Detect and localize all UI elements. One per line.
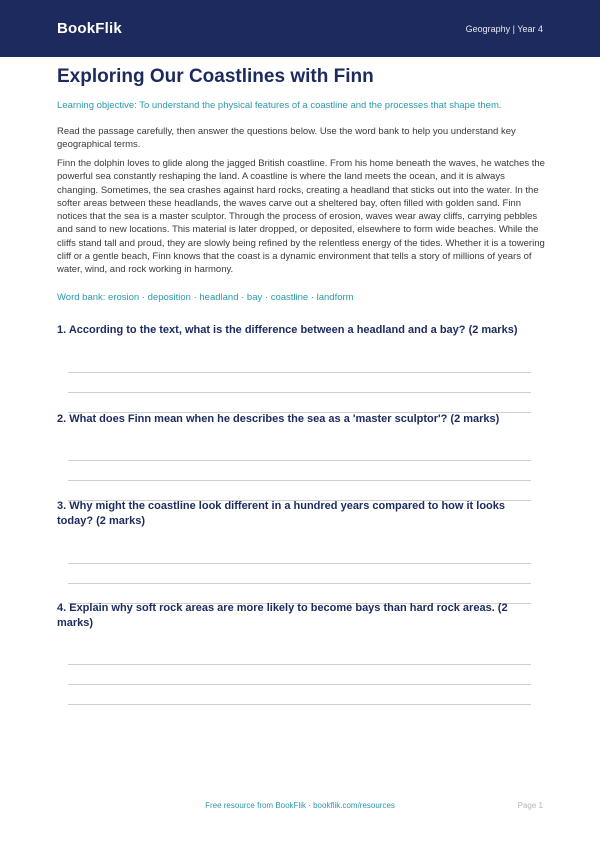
answer-line[interactable]: [68, 460, 531, 461]
page-title: Exploring Our Coastlines with Finn: [57, 66, 374, 87]
answer-line[interactable]: [68, 480, 531, 481]
answer-line[interactable]: [68, 704, 531, 705]
question-3: 3. Why might the coastline look different in a hundred years compared to how it looks today? (2 marks): [57, 500, 506, 527]
subject-year-label: Geography | Year 4: [465, 23, 543, 34]
word-bank: Word bank: erosion · deposition · headland · bay · coastline · landform: [57, 292, 354, 303]
question-1: 1. According to the text, what is the difference between a headland and a bay? (2 marks): [57, 324, 518, 336]
answer-line[interactable]: [68, 664, 531, 665]
page-number: Page 1: [517, 801, 543, 810]
answer-line[interactable]: [68, 372, 531, 373]
instructions: Read the passage carefully, then answer the questions below. Use the word bank to help you understand key geographical terms.: [57, 126, 516, 150]
answer-line[interactable]: [68, 563, 531, 564]
learning-objective: Learning objective: To understand the physical features of a coastline and the processes that shape them.: [57, 100, 502, 111]
footer-credit[interactable]: Free resource from BookFlik · bookflik.com/resources: [205, 801, 395, 810]
page-header: [0, 0, 600, 57]
answer-line[interactable]: [68, 583, 531, 584]
question-2: 2. What does Finn mean when he describes the sea as a 'master sculptor'? (2 marks): [57, 413, 500, 425]
answer-line[interactable]: [68, 392, 531, 393]
brand-logo: BookFlik: [57, 20, 122, 37]
answer-line[interactable]: [68, 684, 531, 685]
question-4: 4. Explain why soft rock areas are more likely to become bays than hard rock areas. (2 marks): [57, 602, 508, 629]
reading-passage: Finn the dolphin loves to glide along the jagged British coastline. From his home beneath the waves, he watches the powerful sea constantly reshaping the land. A coastline is where the land meets the ocean, and it is always changing. Sometimes, the sea crashes against hard rocks, creating a headland that sticks out into the water. In the softer areas between these headlands, the waves carve out a sheltered bay, often filled with golden sand. Finn notices that the sea is a master sculptor. Through the process of erosion, waves wear away cliffs, carrying pebbles and sand to new locations. This material is later dropped, or deposited, elsewhere to form wide beaches. While the cliffs stand tall and proud, they are slowly being refined by the relentless energy of the tides. Whether it is a towering cliff or a gentle beach, Finn knows that the coast is a dynamic environment that tells a story of millions of years of water, wind, and rock working in harmony.: [57, 158, 545, 276]
